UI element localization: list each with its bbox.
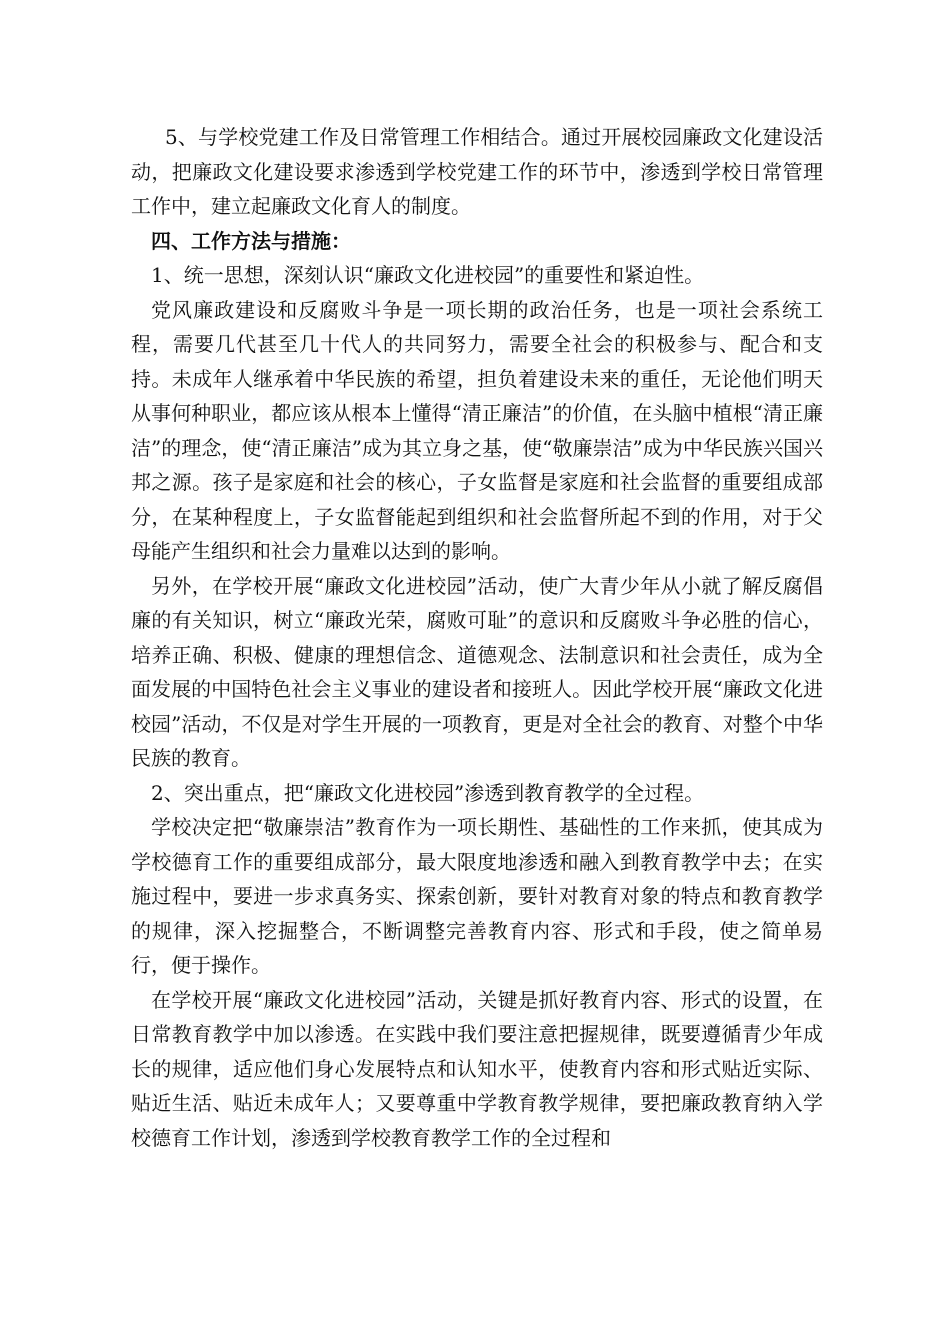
paragraph-campus-activity: 另外，在学校开展“廉政文化进校园”活动，使广大青少年从小就了解反腐倡廉的有关知识，树立“廉政光荣，腐败可耻”的意识和反腐败斗争必胜的信心，培养正确、积极、健康的理想信念、道德观念、法制意识和社会责任，成为全面发展的中国特色社会主义事业的建设者和接班人。因此学校开展“廉政文化进校园”活动，不仅是对学生开展的一项教育，更是对全社会的教育、对整个中华民族的教育。 — [131, 573, 823, 770]
section-heading-methods: 四、工作方法与措施： — [151, 228, 351, 253]
document-body — [131, 120, 823, 1155]
paragraph-anti-corruption: 党风廉政建设和反腐败斗争是一项长期的政治任务，也是一项社会系统工程，需要几代甚至几十代人的共同努力，需要全社会的积极参与、配合和支持。未成年人继承着中华民族的希望，担负着建设未来的重任，无论他们明天从事何种职业，都应该从根本上懂得“清正廉洁”的价值，在头脑中植根“清正廉洁”的理念，使“清正廉洁”成为其立身之基，使“敬廉崇洁”成为中华民族兴国兴邦之源。孩子是家庭和社会的核心，子女监督是家庭和社会监督的重要组成部分，在某种程度上，子女监督能起到组织和社会监督所起不到的作用，对于父母能产生组织和社会力量难以达到的影响。 — [131, 297, 823, 563]
subheading-unify-thinking: 1、统一思想，深刻认识“廉政文化进校园”的重要性和紧迫性。 — [151, 263, 705, 287]
paragraph-teaching-integration: 在学校开展“廉政文化进校园”活动，关键是抓好教育内容、形式的设置，在日常教育教学中加以渗透。在实践中我们要注意把握规律，既要遵循青少年成长的规律，适应他们身心发展特点和认知水平，使教育内容和形式贴近实际、贴近生活、贴近未成年人；又要尊重中学教育教学规律，要把廉政教育纳入学校德育工作计划，渗透到学校教育教学工作的全过程和 — [131, 987, 823, 1150]
subheading-highlight-focus: 2、突出重点，把“廉政文化进校园”渗透到教育教学的全过程。 — [151, 780, 705, 805]
paragraph-moral-education: 学校决定把“敬廉崇洁”教育作为一项长期性、基础性的工作来抓，使其成为学校德育工作的重要组成部分，最大限度地渗透和融入到教育教学中去；在实施过程中，要进一步求真务实、探索创新，要针对教育对象的特点和教育教学的规律，深入挖掘整合，不断调整完善教育内容、形式和手段，使之简单易行，便于操作。 — [131, 815, 823, 977]
paragraph-party-building: 5、与学校党建工作及日常管理工作相结合。通过开展校园廉政文化建设活动，把廉政文化建设要求渗透到学校党建工作的环节中，渗透到学校日常管理工作中，建立起廉政文化育人的制度。 — [131, 125, 823, 218]
